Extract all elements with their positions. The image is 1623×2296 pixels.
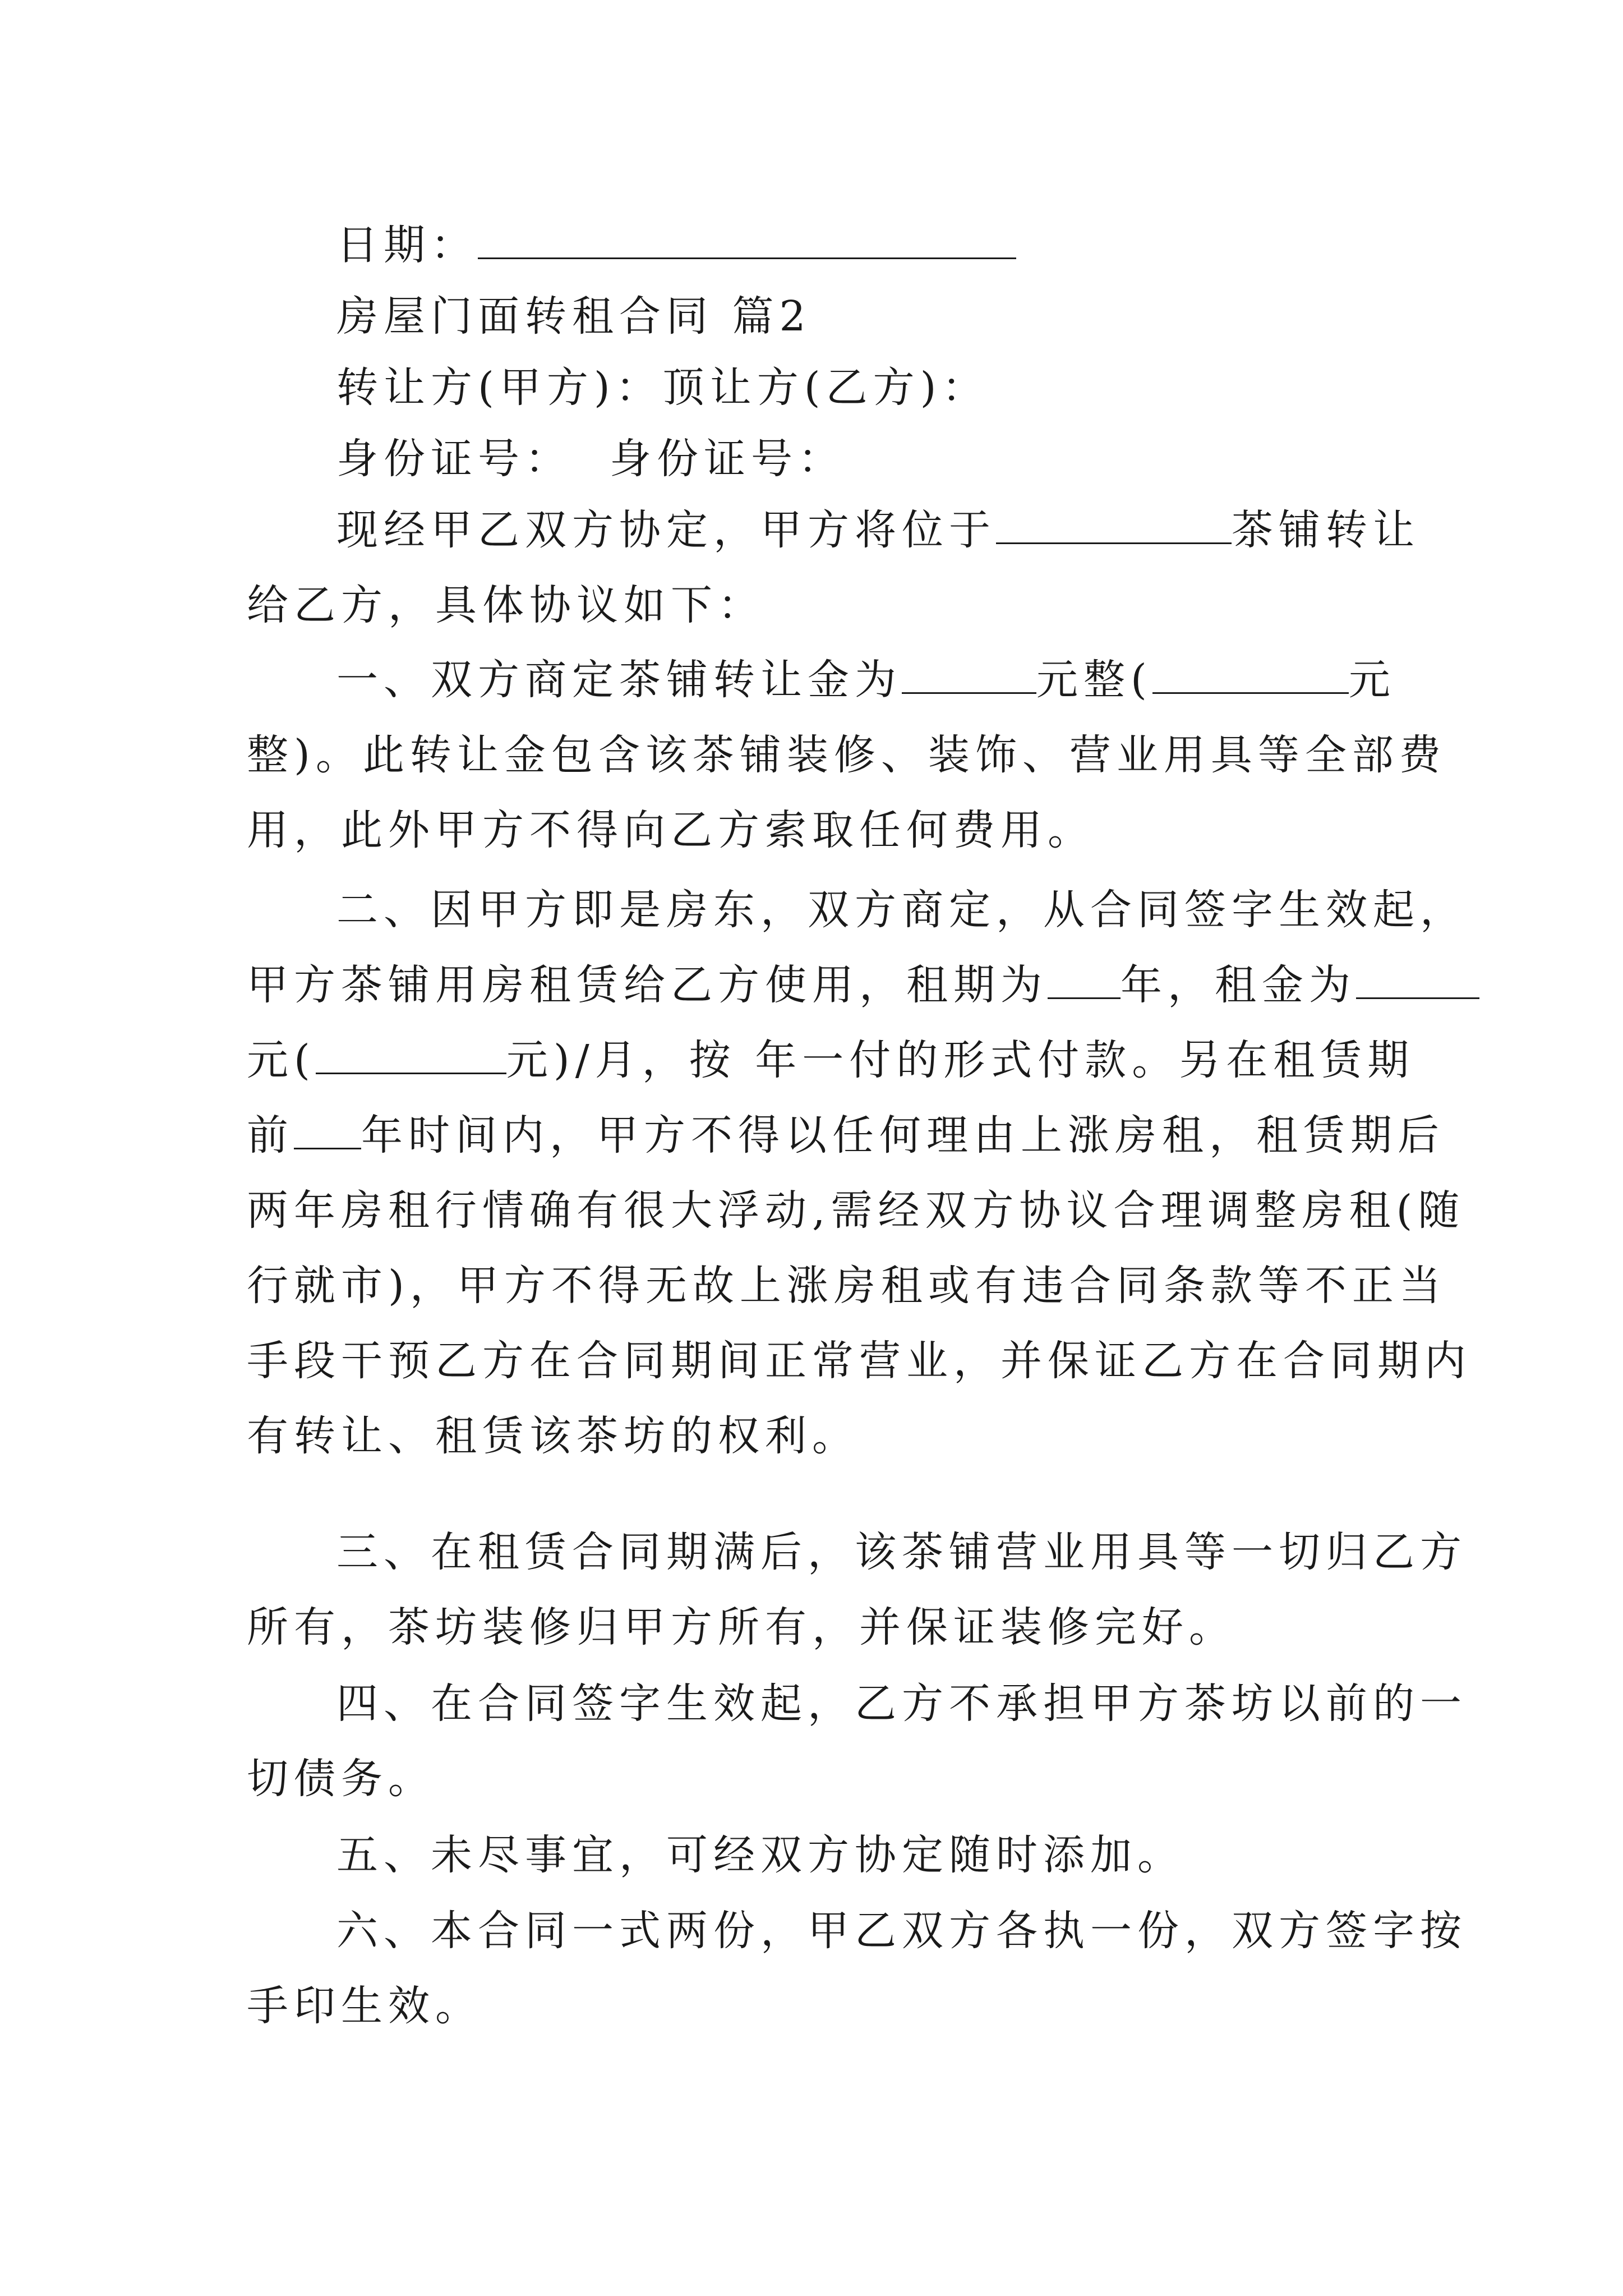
clause-2: 二、因甲方即是房东，双方商定，从合同签字生效起， 甲方茶铺用房租赁给乙方使用，租期为 年，租金为 元( 元)/月，按 年一付的形式付款。另在租赁期 前 年时间内，甲方不得以任何理由上涨房租，租赁期后 两年房租行情确有很大浮动,需经双方协议合理调整房租(随 行就市)，甲方不得无故上涨房租或有违合同条款等不正当 手段干预乙方在合同期间正常营业，并保证乙方在合同期内 有转让、租赁该茶坊的权利。 [247,872,1391,1474]
parties-line: 转让方(甲方)：顶让方(乙方)： [336,364,989,412]
transfer-fee-blank[interactable] [902,653,1036,694]
date-label: 日期： [336,221,478,269]
id-numbers-line: 身份证号： 身份证号： [336,435,846,483]
clause-4: 四、在合同签字生效起，乙方不承担甲方茶坊以前的一 切债务。 [247,1680,1467,1803]
date-row [247,208,1391,283]
location-blank[interactable] [996,503,1232,544]
fixed-rent-years-blank[interactable] [294,1108,361,1149]
rent-amount-blank[interactable] [1356,958,1479,999]
clause-5: 五、未尽事宜，可经双方协定随时添加。 [336,1831,1184,1879]
clause-3: 三、在租赁合同期满后，该茶铺营业用具等一切归乙方 所有，茶坊装修归甲方所有，并保证装修完好。 [247,1528,1467,1651]
rent-words-blank[interactable] [316,1033,506,1074]
intro-paragraph: 现经甲乙双方协定，甲方将位于 茶铺转让 给乙方，具体协议如下： [247,493,1391,643]
lease-term-blank[interactable] [1048,958,1121,999]
clause-6: 六、本合同一式两份，甲乙双方各执一份，双方签字按 手印生效。 [247,1907,1467,2030]
transfer-fee-words-blank[interactable] [1152,653,1349,694]
contract-title: 房屋门面转租合同 篇2 [336,292,811,341]
clause-1: 一、双方商定茶铺转让金为 元整( 元 整)。此转让金包含该茶铺装修、装饰、营业用具等全部费 用，此外甲方不得向乙方索取任何费用。 [247,642,1391,868]
date-blank[interactable] [478,218,1016,259]
